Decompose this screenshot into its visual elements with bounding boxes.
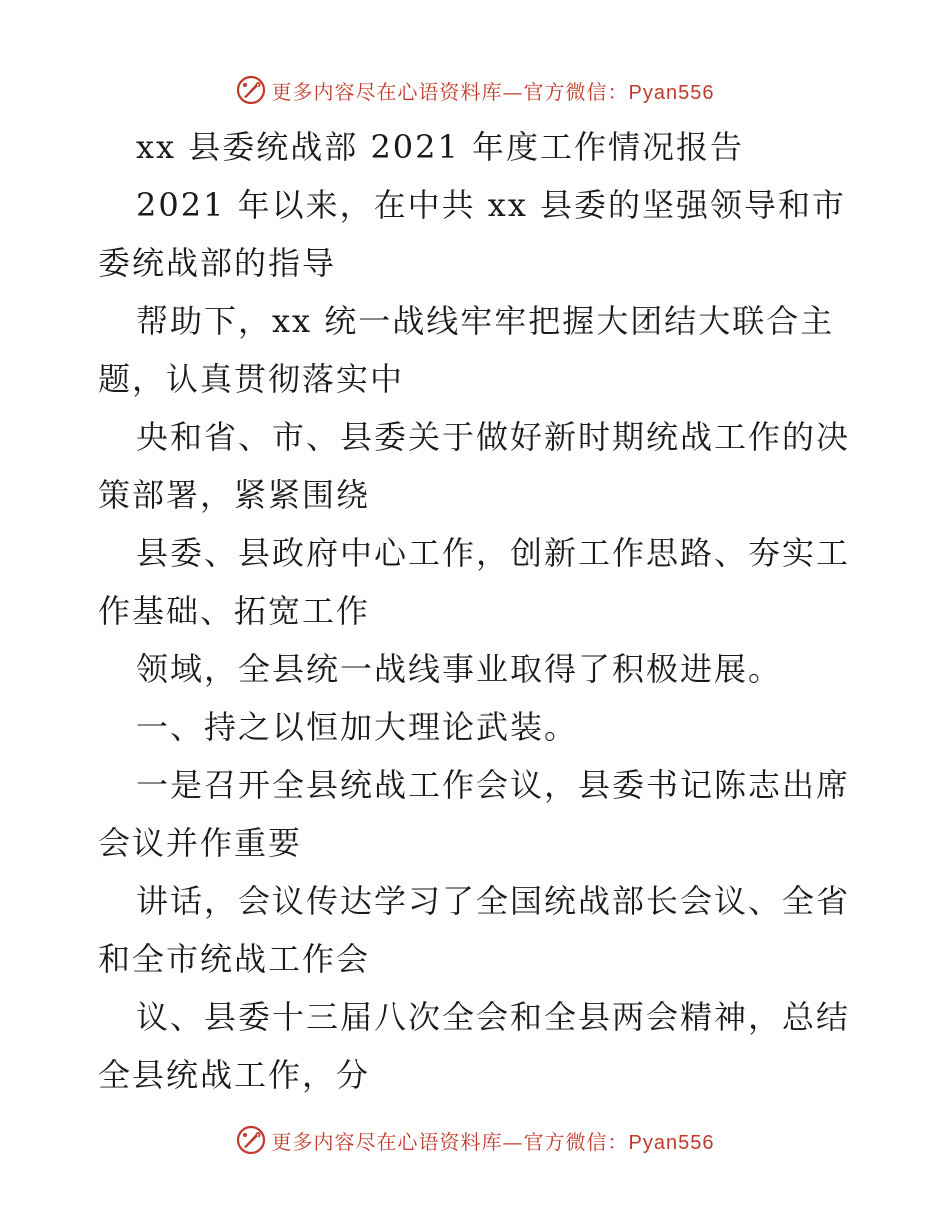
text-line: 讲话，会议传达学习了全国统战部长会议、全省 — [136, 882, 851, 920]
document-body — [98, 118, 858, 1104]
quill-logo-icon — [236, 1125, 266, 1155]
watermark-dash: — — [502, 79, 524, 104]
text-line: 全县统战工作，分 — [98, 1056, 371, 1094]
watermark-wechat-label: 官方微信： — [523, 79, 629, 104]
watermark-dash: — — [502, 1129, 524, 1154]
watermark-text — [272, 1126, 715, 1155]
text-line: 会议并作重要 — [98, 824, 303, 862]
watermark-footer — [0, 1120, 950, 1160]
text-line: 2021 年以来，在中共 xx 县委的坚强领导和市 — [136, 186, 847, 224]
watermark-text — [272, 76, 715, 105]
watermark-wechat-id: Pyan556 — [628, 1131, 715, 1154]
text-line: xx 县委统战部 2021 年度工作情况报告 — [136, 128, 745, 166]
text-line: 领域，全县统一战线事业取得了积极进展。 — [136, 650, 783, 688]
watermark-header — [0, 70, 950, 110]
text-line: 议、县委十三届八次全会和全县两会精神，总结 — [136, 998, 851, 1036]
watermark-site-text: 更多内容尽在心语资料库 — [271, 79, 503, 104]
text-line: 一是召开全县统战工作会议，县委书记陈志出席 — [136, 766, 851, 804]
watermark-site-text: 更多内容尽在心语资料库 — [271, 1129, 503, 1154]
text-line: 题，认真贯彻落实中 — [98, 360, 405, 398]
watermark-wechat-id: Pyan556 — [628, 81, 715, 104]
quill-logo-icon — [236, 75, 266, 105]
watermark-wechat-label: 官方微信： — [523, 1129, 629, 1154]
text-line: 委统战部的指导 — [98, 244, 337, 282]
text-line: 一、持之以恒加大理论武装。 — [136, 708, 579, 746]
text-line: 县委、县政府中心工作，创新工作思路、夯实工 — [136, 534, 851, 572]
text-line: 和全市统战工作会 — [98, 940, 371, 978]
text-line: 帮助下，xx 统一战线牢牢把握大团结大联合主 — [136, 302, 835, 340]
text-line: 央和省、市、县委关于做好新时期统战工作的决 — [136, 418, 851, 456]
text-line: 作基础、拓宽工作 — [98, 592, 371, 630]
text-line: 策部署，紧紧围绕 — [98, 476, 371, 514]
